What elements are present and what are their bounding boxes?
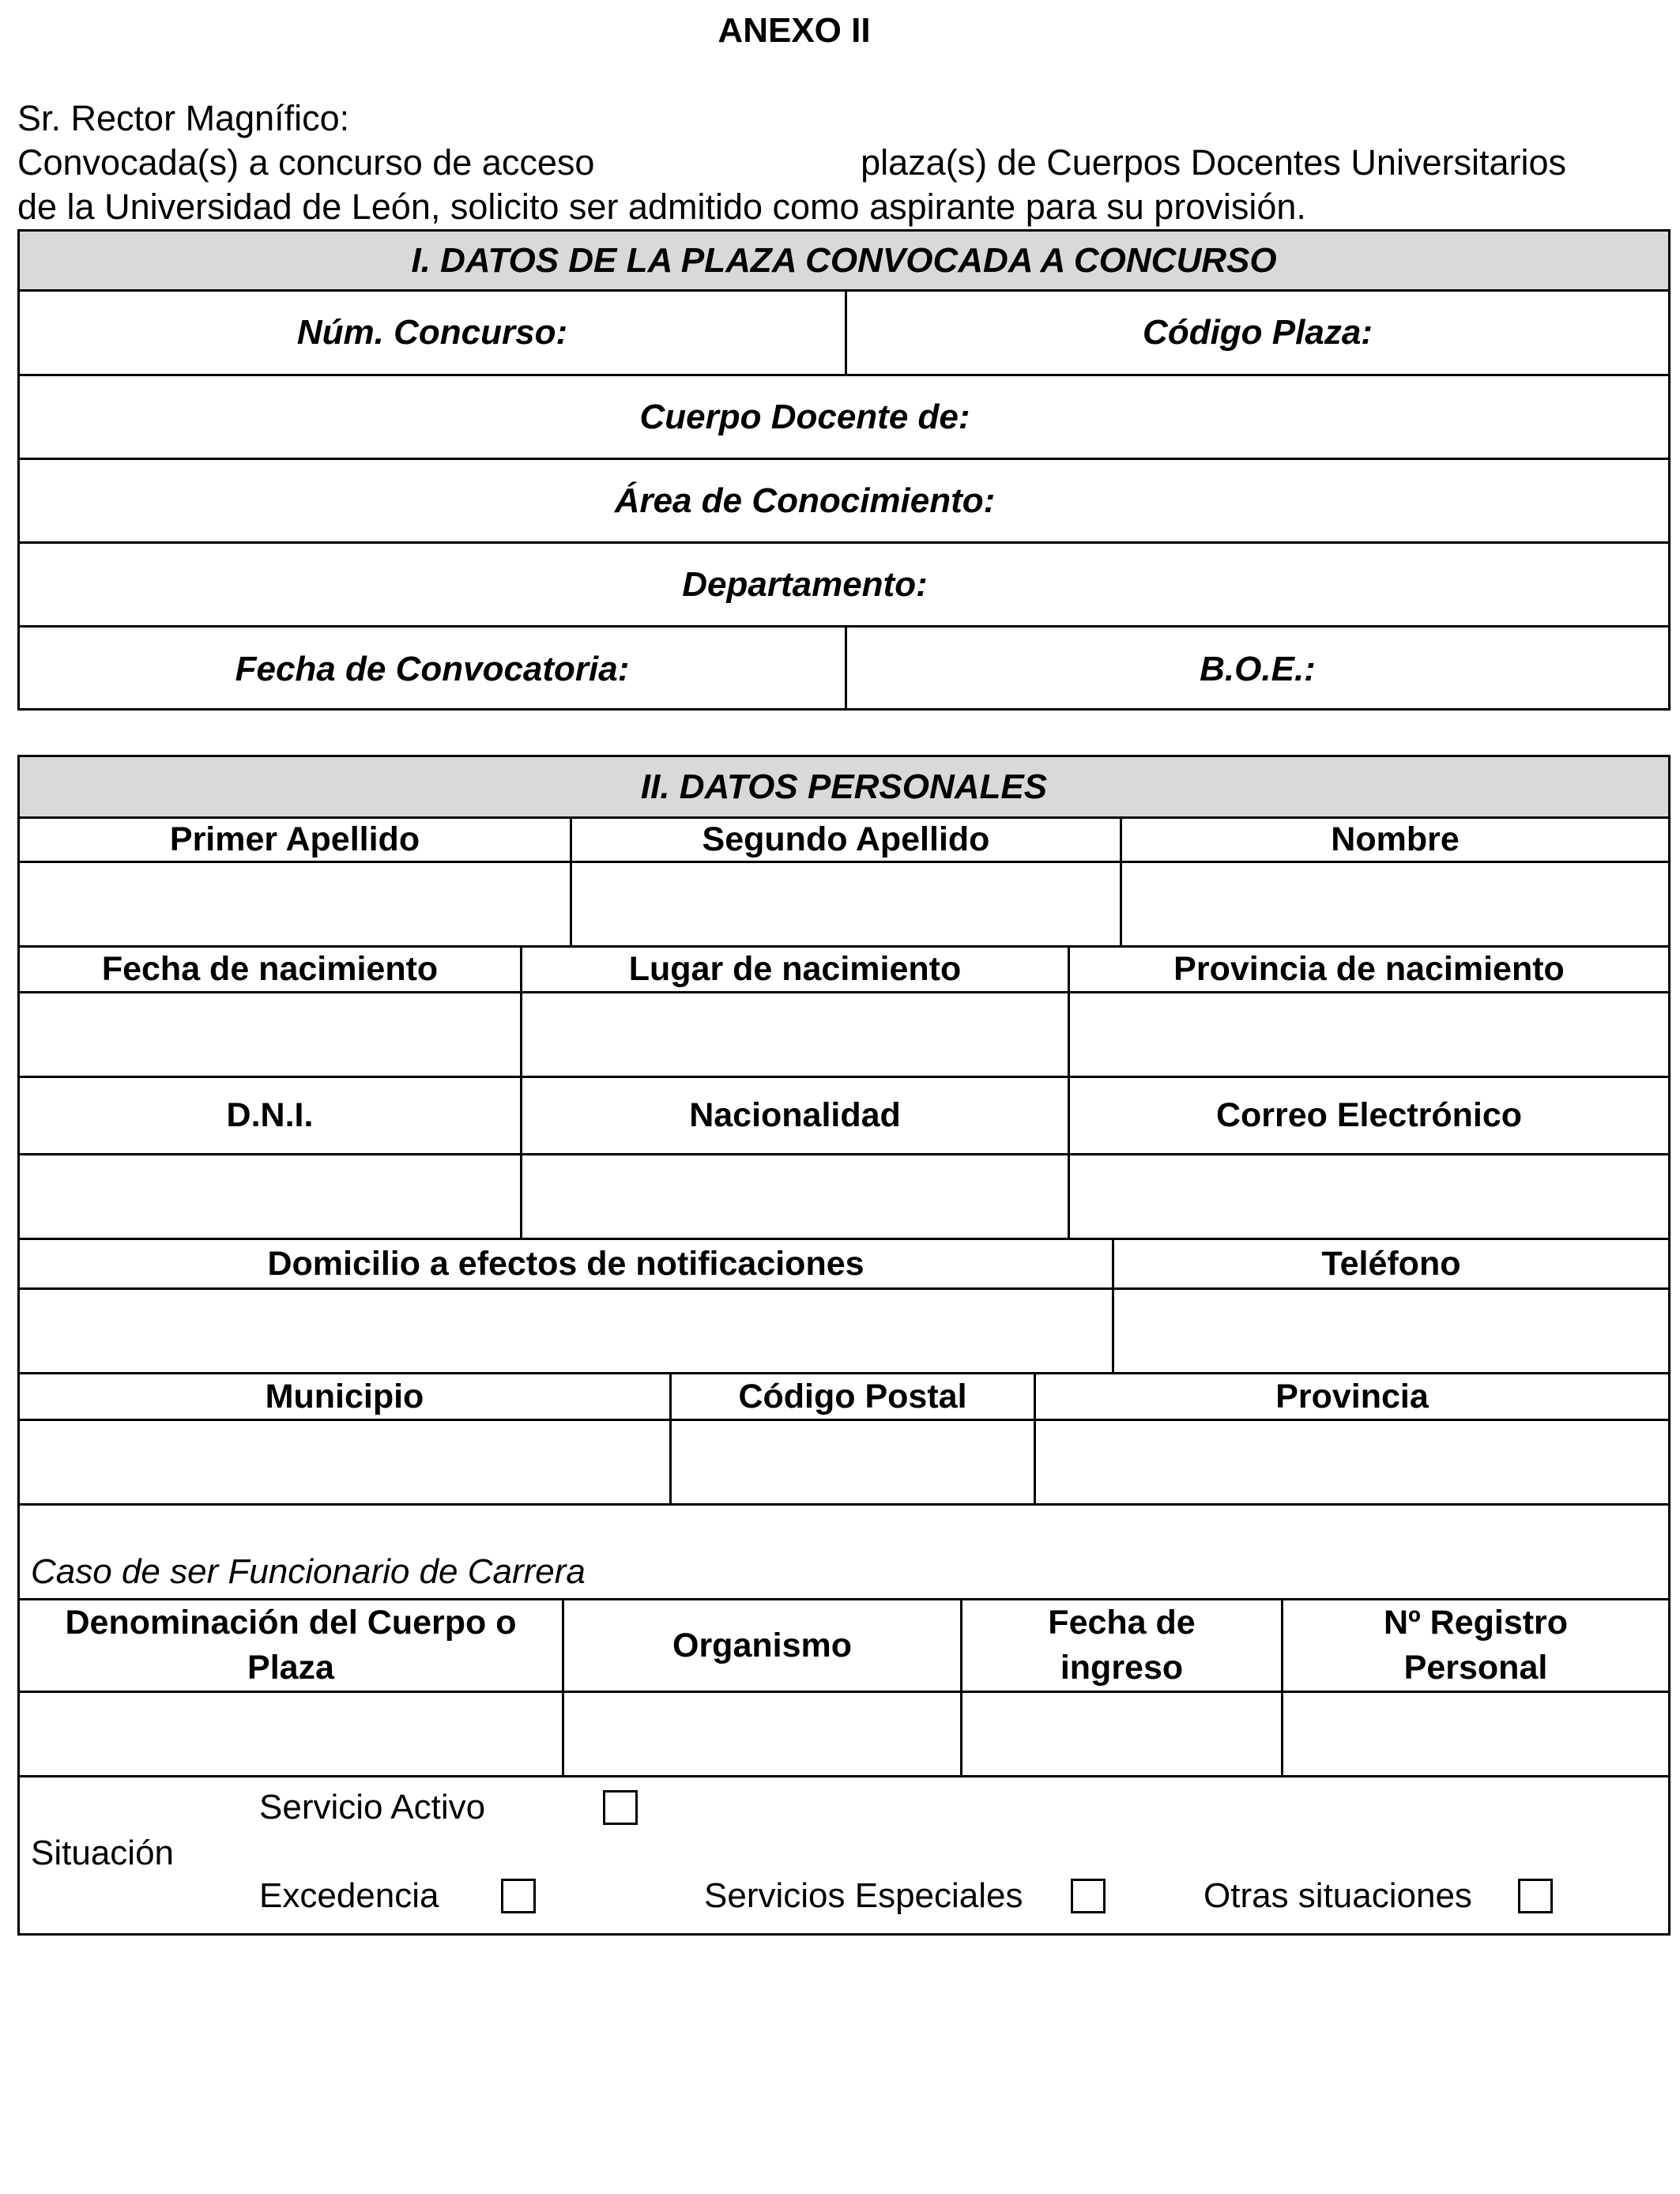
divider bbox=[562, 1600, 564, 1775]
divider bbox=[520, 1153, 522, 1238]
divider bbox=[960, 1600, 962, 1775]
divider bbox=[1034, 1374, 1036, 1503]
section-personal-heading: II. DATOS PERSONALES bbox=[640, 767, 1048, 806]
otras-situaciones-label: Otras situaciones bbox=[1203, 1876, 1472, 1915]
divider bbox=[1281, 1600, 1283, 1775]
salutation: Sr. Rector Magnífico: bbox=[17, 98, 350, 138]
codigo-postal-header: Código Postal bbox=[738, 1377, 967, 1416]
fecha-nacimiento-header: Fecha de nacimiento bbox=[101, 950, 439, 988]
fecha-nacimiento-field[interactable] bbox=[20, 993, 520, 1076]
plazas-count-blank[interactable] bbox=[594, 141, 713, 185]
fecha-ingreso-line-2: ingreso bbox=[1060, 1649, 1184, 1687]
divider bbox=[669, 1374, 672, 1503]
boe-label: B.O.E.: bbox=[1200, 649, 1316, 688]
section-personal-table bbox=[17, 755, 1671, 1936]
codigo-postal-field[interactable] bbox=[672, 1421, 1034, 1503]
denominacion-line-1: Denominación del Cuerpo o bbox=[65, 1604, 517, 1642]
section-plaza-table bbox=[17, 229, 1671, 711]
segundo-apellido-header: Segundo Apellido bbox=[702, 820, 990, 858]
divider bbox=[1068, 1153, 1070, 1238]
telefono-header: Teléfono bbox=[1321, 1244, 1461, 1283]
nacionalidad-header: Nacionalidad bbox=[689, 1096, 901, 1134]
domicilio-header: Domicilio a efectos de notificaciones bbox=[267, 1244, 864, 1283]
registro-field[interactable] bbox=[1283, 1693, 1668, 1775]
dni-header: D.N.I. bbox=[226, 1096, 314, 1134]
intro-line-1 bbox=[17, 141, 1566, 185]
lugar-nacimiento-field[interactable] bbox=[522, 993, 1068, 1076]
organismo-field[interactable] bbox=[564, 1693, 960, 1775]
denominacion-header bbox=[20, 1600, 562, 1691]
municipio-field[interactable] bbox=[20, 1421, 669, 1503]
registro-line-1: Nº Registro bbox=[1383, 1604, 1569, 1642]
divider bbox=[1112, 1240, 1114, 1372]
registro-line-2: Personal bbox=[1403, 1649, 1548, 1687]
situacion-label: Situación bbox=[31, 1834, 175, 1872]
lugar-nacimiento-header: Lugar de nacimiento bbox=[628, 950, 962, 988]
caso-funcionario-label: Caso de ser Funcionario de Carrera bbox=[31, 1552, 586, 1591]
divider bbox=[1120, 819, 1122, 945]
domicilio-field[interactable] bbox=[20, 1290, 1112, 1372]
intro-text-b: plaza(s) de Cuerpos Docentes Universitarios bbox=[861, 142, 1566, 183]
cuerpo-docente-label: Cuerpo Docente de: bbox=[639, 397, 970, 436]
provincia-nacimiento-field[interactable] bbox=[1070, 993, 1668, 1076]
excedencia-checkbox[interactable] bbox=[501, 1879, 536, 1913]
fecha-convocatoria-label: Fecha de Convocatoria: bbox=[235, 649, 630, 688]
excedencia-label: Excedencia bbox=[259, 1876, 439, 1915]
document-title: ANEXO II bbox=[718, 11, 871, 50]
organismo-header: Organismo bbox=[672, 1626, 852, 1664]
divider bbox=[20, 1503, 1668, 1506]
divider bbox=[570, 819, 572, 945]
telefono-field[interactable] bbox=[1114, 1290, 1668, 1372]
fecha-ingreso-header bbox=[962, 1600, 1281, 1691]
area-conocimiento-label: Área de Conocimiento: bbox=[614, 481, 996, 520]
primer-apellido-field[interactable] bbox=[20, 863, 570, 945]
fecha-ingreso-line-1: Fecha de bbox=[1048, 1604, 1196, 1642]
intro-text-a: Convocada(s) a concurso de acceso bbox=[17, 142, 595, 183]
divider bbox=[20, 1775, 1668, 1777]
correo-field[interactable] bbox=[1070, 1155, 1668, 1238]
otras-situaciones-checkbox[interactable] bbox=[1518, 1879, 1553, 1913]
primer-apellido-header: Primer Apellido bbox=[169, 820, 420, 858]
nacionalidad-field[interactable] bbox=[522, 1155, 1068, 1238]
servicio-activo-checkbox[interactable] bbox=[603, 1790, 638, 1825]
fecha-ingreso-field[interactable] bbox=[962, 1693, 1281, 1775]
denominacion-line-2: Plaza bbox=[247, 1649, 334, 1687]
correo-header: Correo Electrónico bbox=[1215, 1096, 1523, 1134]
nombre-header: Nombre bbox=[1331, 820, 1460, 858]
registro-header bbox=[1283, 1600, 1668, 1691]
provincia-nacimiento-header: Provincia de nacimiento bbox=[1173, 950, 1565, 988]
denominacion-field[interactable] bbox=[20, 1693, 562, 1775]
segundo-apellido-field[interactable] bbox=[572, 863, 1120, 945]
intro-line-2: de la Universidad de León, solicito ser admitido como aspirante para su provisión. bbox=[17, 187, 1306, 227]
dni-field[interactable] bbox=[20, 1155, 520, 1238]
section-plaza-heading: I. DATOS DE LA PLAZA CONVOCADA A CONCURSO bbox=[411, 240, 1277, 280]
departamento-label: Departamento: bbox=[682, 564, 928, 604]
municipio-header: Municipio bbox=[265, 1377, 424, 1416]
servicio-activo-label: Servicio Activo bbox=[259, 1788, 486, 1826]
servicios-especiales-checkbox[interactable] bbox=[1071, 1879, 1106, 1913]
provincia-header: Provincia bbox=[1275, 1377, 1429, 1416]
codigo-plaza-label: Código Plaza: bbox=[1143, 313, 1373, 352]
provincia-field[interactable] bbox=[1036, 1421, 1668, 1503]
servicios-especiales-label: Servicios Especiales bbox=[704, 1876, 1023, 1915]
num-concurso-label: Núm. Concurso: bbox=[296, 313, 568, 352]
nombre-field[interactable] bbox=[1122, 863, 1668, 945]
